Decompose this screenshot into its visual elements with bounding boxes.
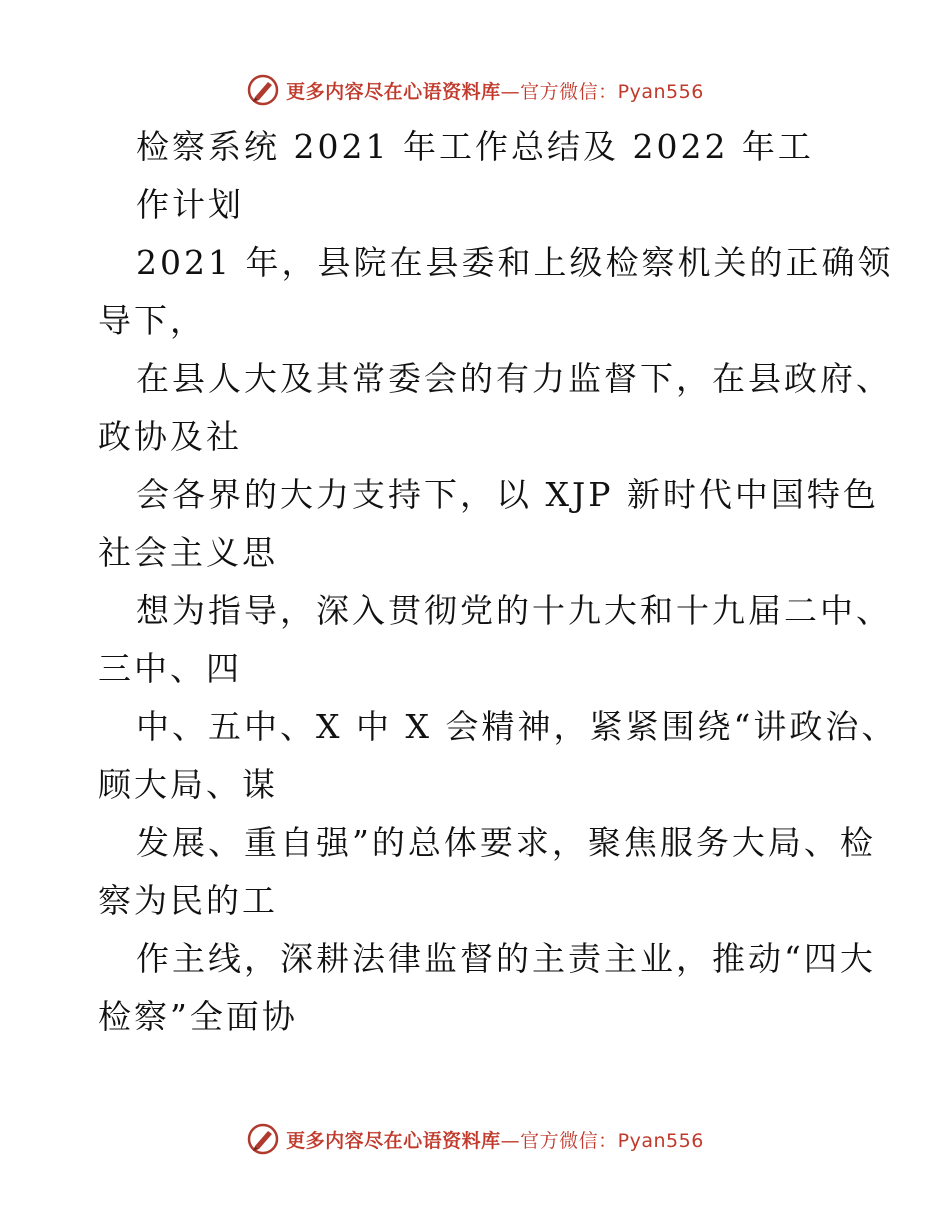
pen-logo-icon bbox=[246, 1122, 280, 1156]
pen-logo-icon bbox=[246, 73, 280, 107]
watermark-text bbox=[286, 77, 704, 104]
paragraph-line: 2021 年，县院在县委和上级检察机关的正确领 bbox=[136, 243, 894, 282]
watermark-wechat: 官方微信：Pyan556 bbox=[520, 1129, 704, 1152]
watermark-wechat: 官方微信：Pyan556 bbox=[520, 80, 704, 103]
footer-watermark bbox=[0, 1117, 950, 1161]
paragraph-line: 政协及社 bbox=[98, 417, 242, 456]
watermark-text bbox=[286, 1126, 704, 1153]
document-body bbox=[98, 118, 898, 1046]
watermark-site-name: 更多内容尽在心语资料库 bbox=[286, 80, 501, 103]
paragraph-line: 顾大局、谋 bbox=[98, 765, 278, 804]
paragraph-line: 发展、重自强”的总体要求，聚焦服务大局、检 bbox=[136, 823, 876, 862]
paragraph-line: 检察”全面协 bbox=[98, 997, 298, 1036]
watermark-separator: — bbox=[500, 80, 521, 103]
paragraph-line: 察为民的工 bbox=[98, 881, 278, 920]
paragraph-line: 导下， bbox=[98, 301, 206, 340]
paragraph-line: 社会主义思 bbox=[98, 533, 278, 572]
document-title-line-1: 检察系统 2021 年工作总结及 2022 年工 bbox=[136, 127, 814, 166]
paragraph-line: 在县人大及其常委会的有力监督下，在县政府、 bbox=[136, 359, 892, 398]
document-title-line-2: 作计划 bbox=[136, 185, 244, 224]
paragraph-line: 会各界的大力支持下，以 XJP 新时代中国特色 bbox=[136, 475, 879, 514]
paragraph-line: 三中、四 bbox=[98, 649, 242, 688]
paragraph-line: 想为指导，深入贯彻党的十九大和十九届二中、 bbox=[136, 591, 892, 630]
paragraph-line: 作主线，深耕法律监督的主责主业，推动“四大 bbox=[136, 939, 876, 978]
watermark-site-name: 更多内容尽在心语资料库 bbox=[286, 1129, 501, 1152]
watermark-separator: — bbox=[500, 1129, 521, 1152]
paragraph-line: 中、五中、X 中 X 会精神，紧紧围绕“讲政治、 bbox=[136, 707, 898, 746]
header-watermark bbox=[0, 68, 950, 112]
